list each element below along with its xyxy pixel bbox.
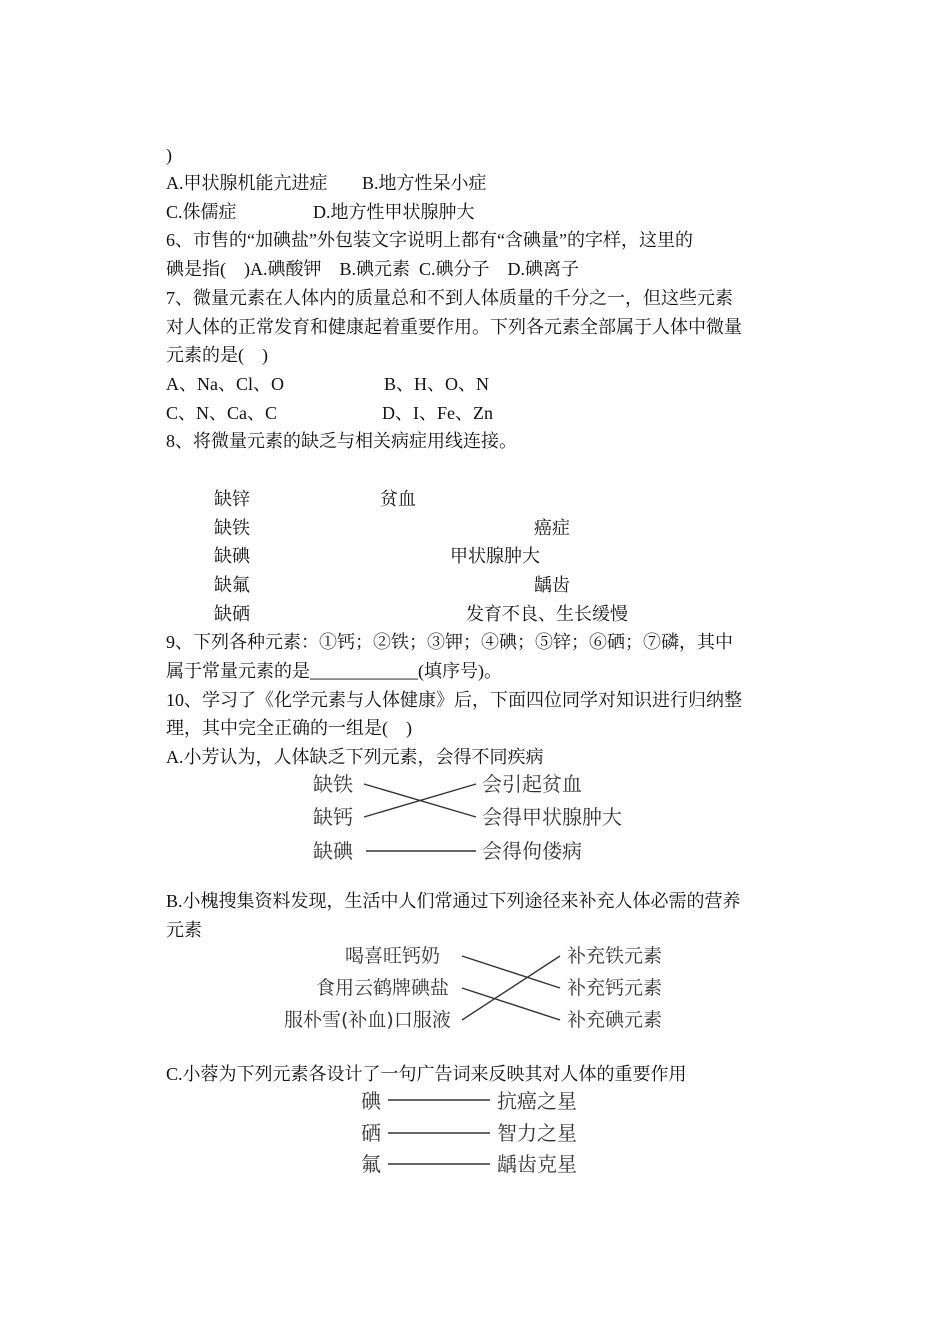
question-10: 10、学习了《化学元素与人体健康》后，下面四位同学对知识进行归纳整 [166,690,742,710]
figA-connector [364,784,476,817]
question-6-options: 碘是指( )A.碘酸钾 B.碘元素 C.碘分子 D.碘离子 [166,259,579,279]
figC-right-item: 龋齿克星 [497,1152,577,1176]
q8-left-item: 缺硒 [214,604,250,624]
figB-right-item: 补充碘元素 [567,1009,663,1031]
option-b: B.地方性呆小症 [362,173,487,193]
text-line: ) [166,145,172,165]
question-10-line2: 理，其中完全正确的一组是( ) [166,718,412,738]
figC-right-item: 抗癌之星 [497,1089,577,1113]
q7-option-b: B、H、O、N [384,374,490,394]
q8-right-item: 贫血 [380,489,416,509]
figC-left-item: 硒 [361,1121,381,1145]
figA-right-item: 会引起贫血 [482,772,582,796]
figB-left-item: 喝喜旺钙奶 [345,945,441,967]
figC-left-item: 氟 [361,1152,381,1176]
figA-right-item: 会得佝偻病 [482,839,582,863]
figB-connector [462,956,560,1020]
q8-right-item: 发育不良、生长缓慢 [466,604,628,624]
option-c: C.侏儒症 [166,202,237,222]
q8-left-item: 缺铁 [214,518,250,538]
q10-option-c: C.小蓉为下列元素各设计了一句广告词来反映其对人体的重要作用 [166,1064,687,1084]
q10-option-b: B.小槐搜集资料发现，生活中人们常通过下列途径来补充人体必需的营养 [166,891,741,911]
question-9-line2: 属于常量元素的是____________(填序号)。 [166,661,502,681]
figA-right-item: 会得甲状腺肿大 [482,805,622,829]
question-7-line3: 元素的是( ) [166,345,268,365]
figC-left-item: 碘 [361,1089,381,1113]
q7-option-a: A、Na、Cl、O [166,374,284,394]
figB-right-item: 补充铁元素 [567,945,663,967]
q8-left-item: 缺锌 [214,489,250,509]
figA-connector [364,784,476,817]
q8-right-item: 癌症 [534,518,570,538]
figB-right-item: 补充钙元素 [567,977,663,999]
figC-right-item: 智力之星 [497,1121,577,1145]
q7-option-d: D、I、Fe、Zn [382,403,493,423]
figB-connector [462,988,560,1020]
question-8: 8、将微量元素的缺乏与相关病症用线连接。 [166,431,517,451]
option-d: D.地方性甲状腺肿大 [313,202,475,222]
question-9: 9、下列各种元素：①钙；②铁；③钾；④碘；⑤锌；⑥硒；⑦磷，其中 [166,632,733,652]
q7-option-c: C、N、Ca、C [166,403,278,423]
figB-left-item: 服朴雪(补血)口服液 [284,1009,451,1031]
q10-option-b-line2: 元素 [166,920,202,940]
q8-left-item: 缺氟 [214,575,250,595]
figB-left-item: 食用云鹤牌碘盐 [316,977,450,999]
q8-left-item: 缺碘 [214,546,250,566]
figA-left-item: 缺钙 [313,805,353,829]
q8-right-item: 龋齿 [534,575,570,595]
q10-option-a: A.小芳认为，人体缺乏下列元素，会得不同疾病 [166,747,544,767]
question-6: 6、市售的“加碘盐”外包装文字说明上都有“含碘量”的字样，这里的 [166,230,693,250]
figA-left-item: 缺铁 [313,772,353,796]
q8-right-item: 甲状腺肿大 [450,546,540,566]
option-a: A.甲状腺机能亢进症 [166,173,328,193]
question-7-line2: 对人体的正常发育和健康起着重要作用。下列各元素全部属于人体中微量 [166,317,742,337]
figA-left-item: 缺碘 [313,839,353,863]
figB-connector [462,956,560,988]
question-7: 7、微量元素在人体内的质量总和不到人体质量的千分之一，但这些元素 [166,288,733,308]
